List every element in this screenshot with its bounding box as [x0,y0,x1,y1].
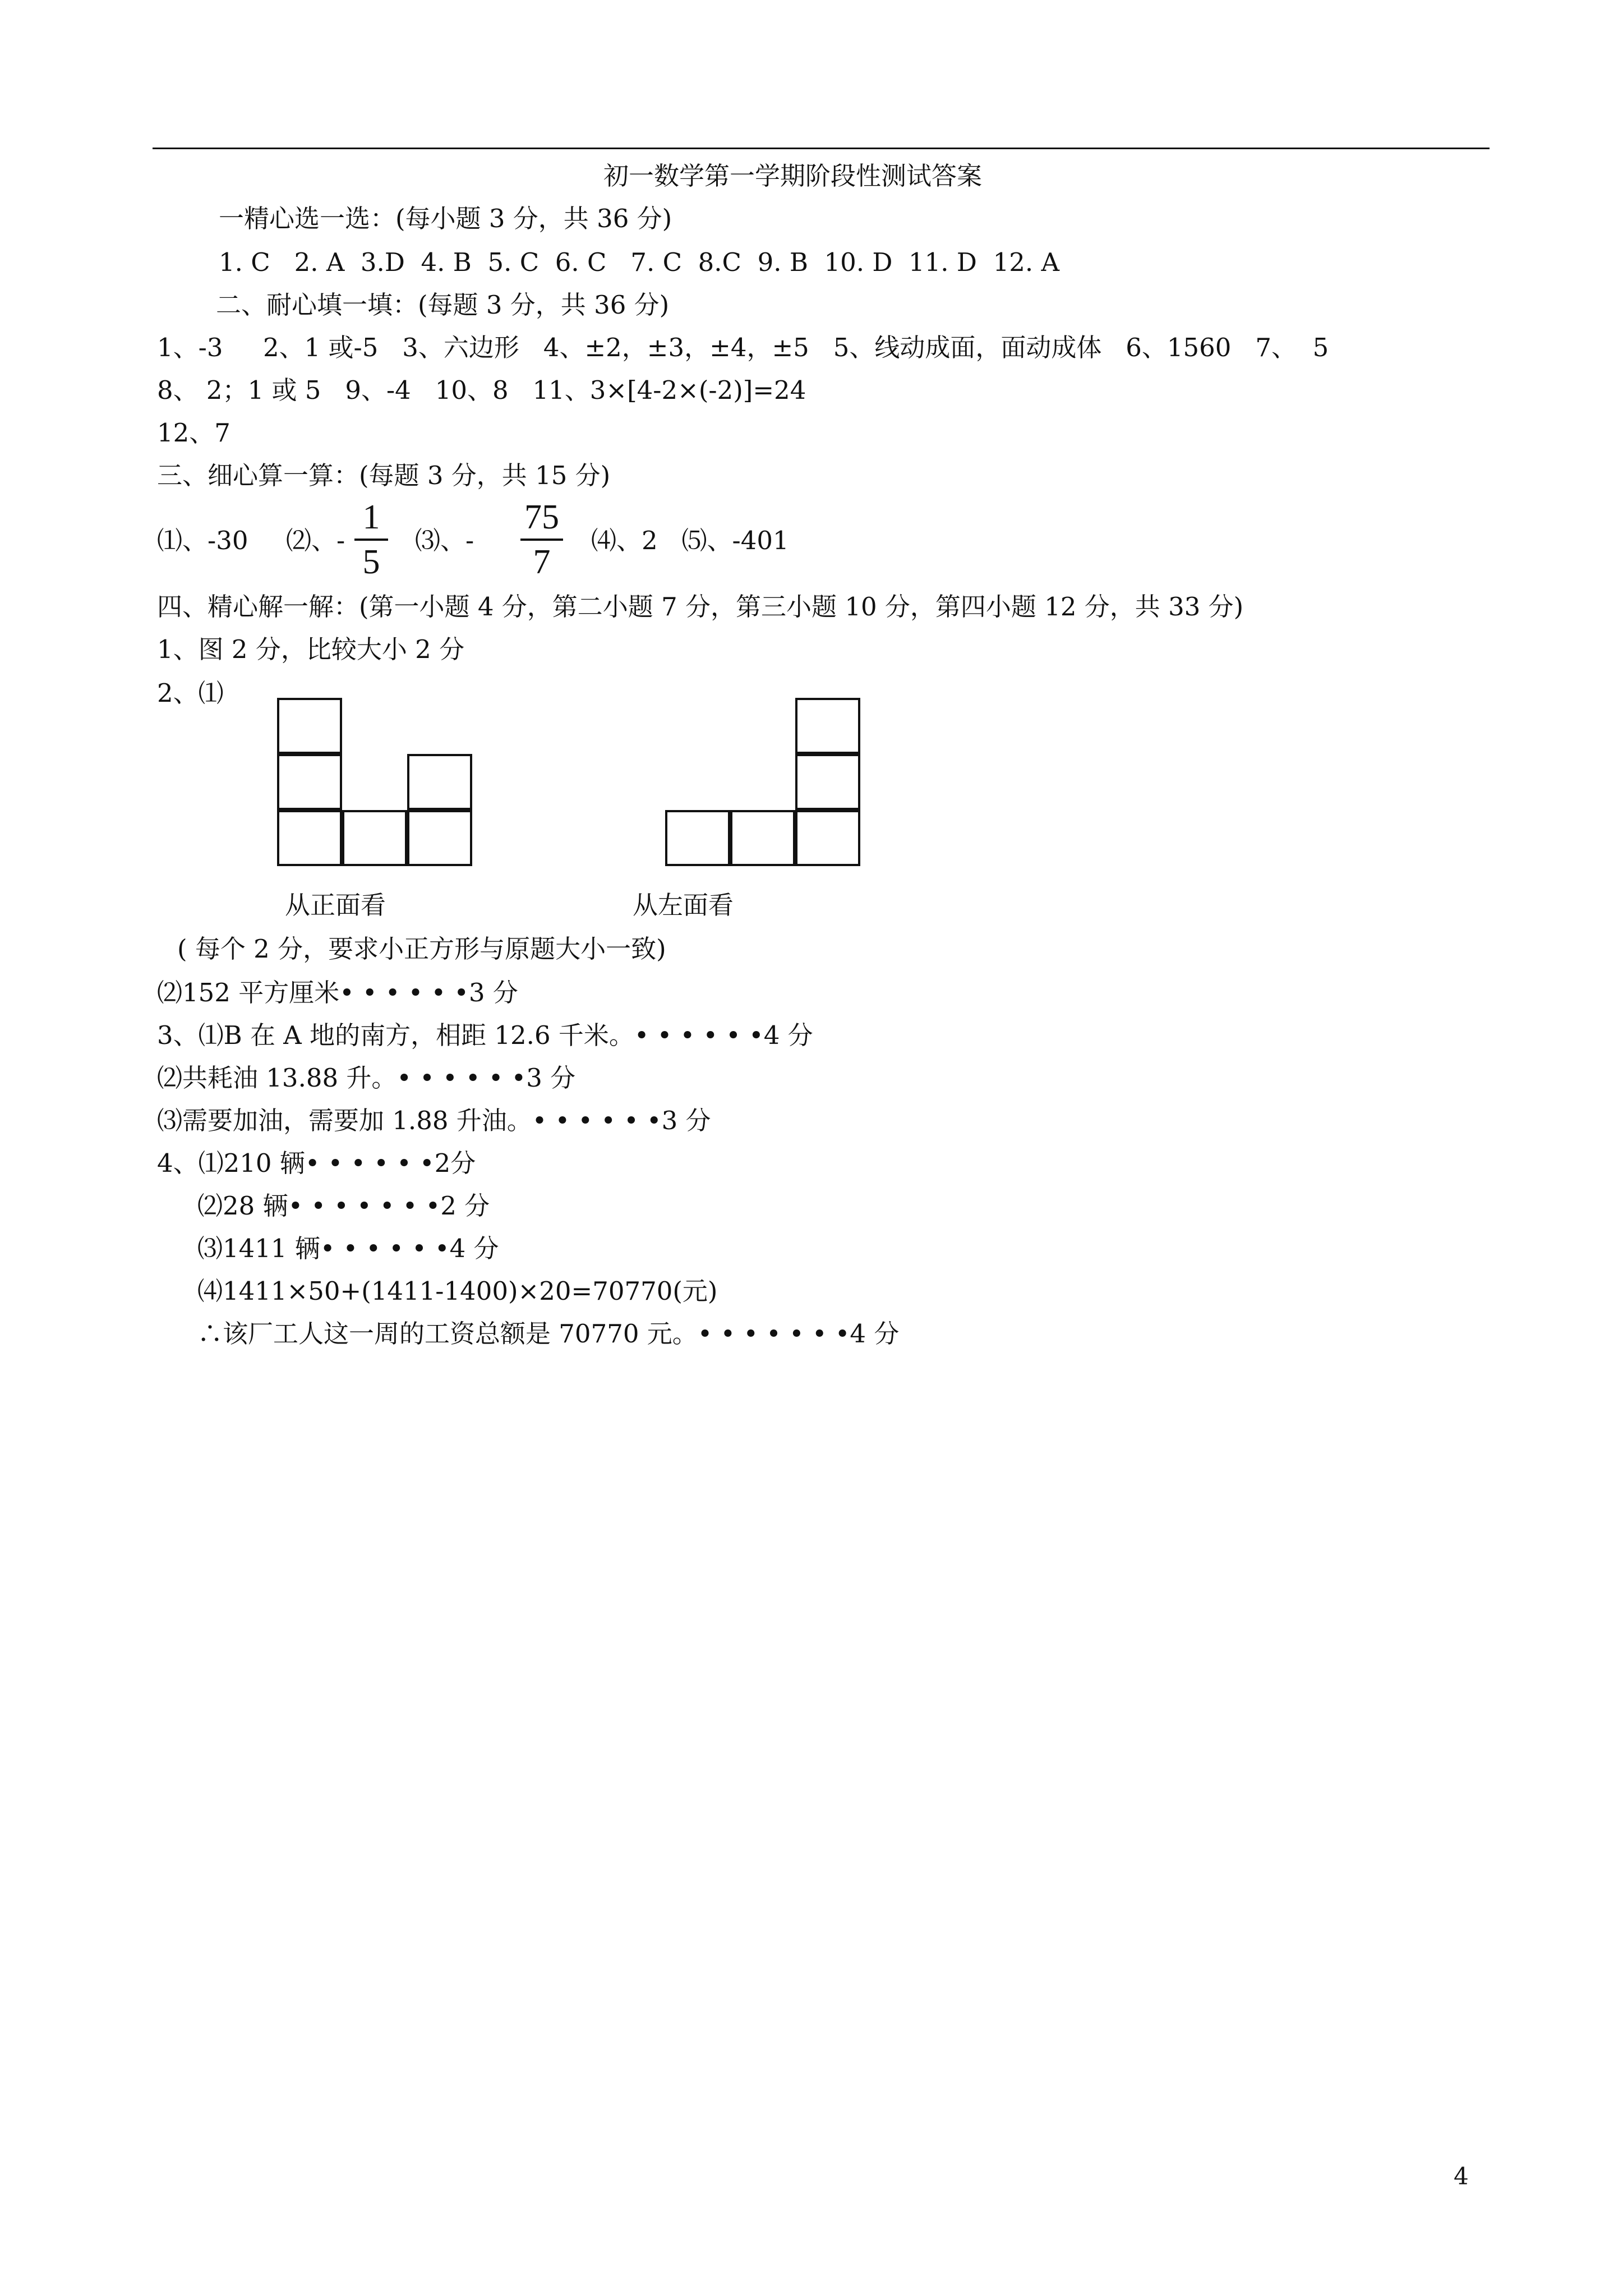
fraction-denominator: 5 [362,543,380,581]
grid-cell [407,810,472,866]
section3-part1: ⑴、-30 [157,526,248,555]
q4-part2: ⑵28 辆• • • • • • •2 分 [197,1191,490,1221]
q3-part2: ⑵共耗油 13.88 升。• • • • • •3 分 [157,1063,576,1093]
grid-cell [730,810,795,866]
section3-part4: ⑷、2 ⑸、-401 [591,526,789,555]
grid-cell [795,810,860,866]
page-title: 初一数学第一学期阶段性测试答案 [603,161,983,191]
section1-answers: 1. C 2. A 3.D 4. B 5. C 6. C 7. C 8.C 9. B 10. D 11. D 12. A [219,247,1059,277]
fraction-numerator: 1 [362,498,380,536]
q4-part3: ⑶1411 辆• • • • • •4 分 [197,1234,499,1263]
q2-part2: ⑵152 平方厘米• • • • • •3 分 [157,978,518,1007]
section2-heading: 二、耐心填一填：(每题 3 分，共 36 分) [216,290,670,320]
grid-cell [342,810,407,866]
front-view-label: 从正面看 [285,890,386,920]
section1-heading: 一精心选一选：(每小题 3 分，共 36 分) [219,204,672,233]
fraction-bar [354,539,388,541]
grid-cell [407,754,472,810]
fraction-numerator: 75 [524,498,559,536]
page-number: 4 [1454,2162,1469,2190]
section3-part3: ⑶、- [415,526,474,555]
grid-cell [795,698,860,754]
grid-cell [277,810,342,866]
q1-answer: 1、图 2 分，比较大小 2 分 [157,634,465,664]
section3-heading: 三、细心算一算：(每题 3 分，共 15 分) [157,461,611,490]
grid-cell [277,754,342,810]
fraction-bar [520,539,563,541]
fraction-denominator: 7 [533,543,551,581]
section4-heading: 四、精心解一解：(第一小题 4 分，第二小题 7 分，第三小题 10 分，第四小题 12 分，共 33 分) [157,592,1244,622]
fraction-one-fifth [354,499,388,580]
q2-note: ( 每个 2 分，要求小正方形与原题大小一致) [177,934,666,964]
section2-line1: 1、-3 2、1 或-5 3、六边形 4、±2，±3，±4，±5 5、线动成面，面动成体 6、1560 7、 5 [157,333,1329,362]
header-rule [153,148,1490,149]
section2-line2: 8、 2；1 或 5 9、-4 10、8 11、3×[4-2×(-2)]=24 [157,375,806,405]
grid-cell [665,810,730,866]
q4-part1: 4、⑴210 辆• • • • • •2分 [157,1148,476,1178]
q3-part3: ⑶需要加油，需要加 1.88 升油。• • • • • •3 分 [157,1106,711,1135]
section3-part2: ⑵、- [286,526,345,555]
grid-cell [277,698,342,754]
fraction-seventyfive-sevenths [520,499,563,580]
q3-part1: 3、⑴B 在 A 地的南方，相距 12.6 千米。• • • • • •4 分 [157,1020,813,1050]
q4-part4: ⑷1411×50+(1411-1400)×20=70770(元) [197,1276,718,1306]
q4-conclusion: ∴该厂工人这一周的工资总额是 70770 元。• • • • • • •4 分 [197,1319,900,1349]
q2-label: 2、⑴ [157,678,224,708]
left-view-label: 从左面看 [633,890,734,920]
grid-cell [795,754,860,810]
section2-line3: 12、7 [157,418,230,448]
